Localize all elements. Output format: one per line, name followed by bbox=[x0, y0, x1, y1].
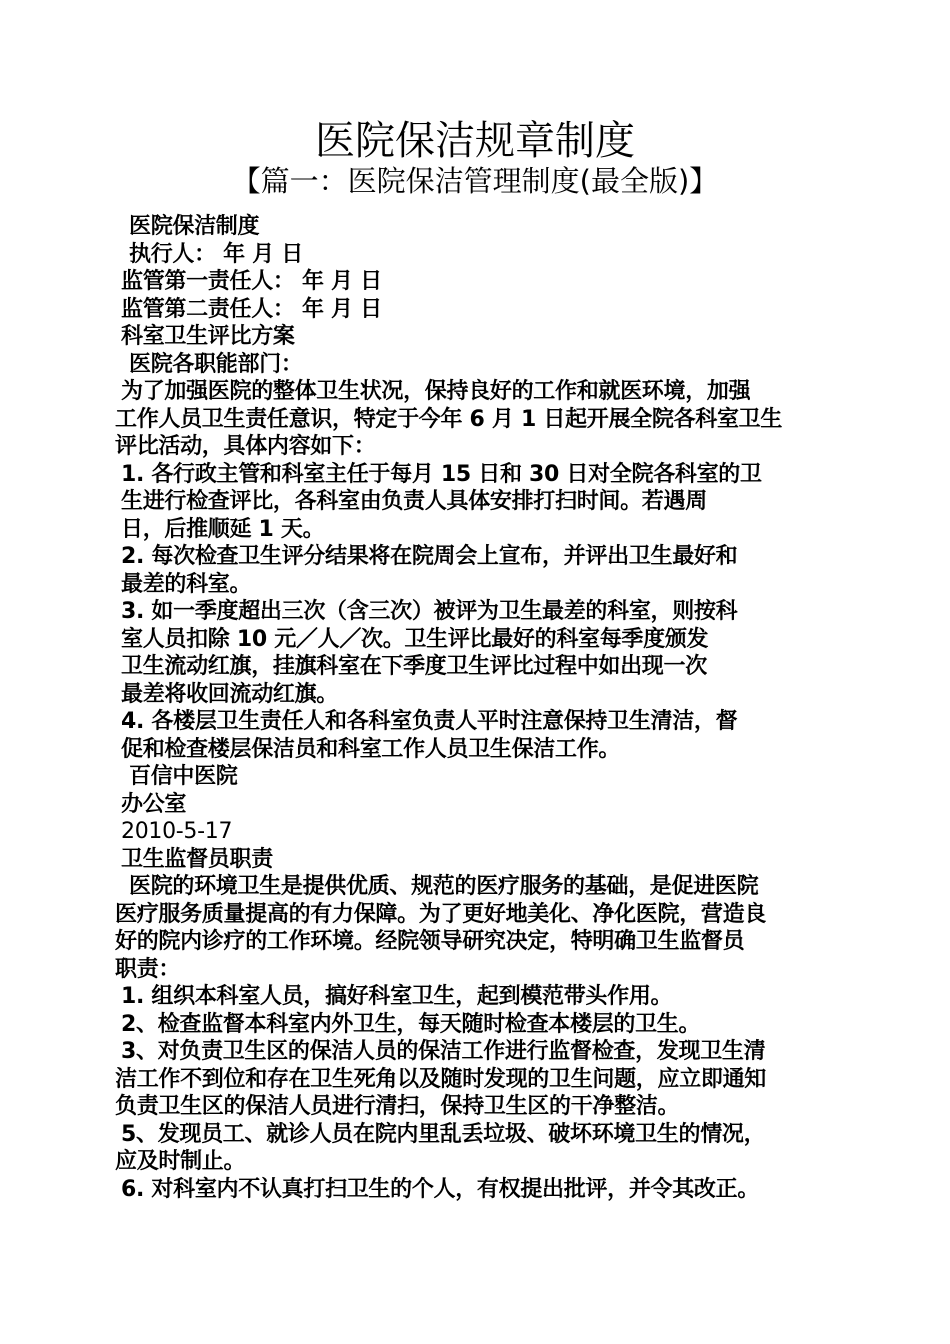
text-line: 生进行检查评比，各科室由负责人具体安排打扫时间。若遇周 bbox=[121, 489, 707, 514]
text-line: 卫生监督员职责 bbox=[121, 846, 273, 872]
text-line: 4. 各楼层卫生责任人和各科室负责人平时注意保持卫生清洁，督 bbox=[121, 709, 738, 734]
text-line: 执行人： 年 月 日 bbox=[129, 241, 303, 267]
date-line: 2010-5-17 bbox=[121, 819, 233, 844]
document-body bbox=[115, 213, 845, 1203]
text-line: 5、发现员工、就诊人员在院内里乱丢垃圾、破坏环境卫生的情况， bbox=[121, 1121, 766, 1147]
text-line: 百信中医院 bbox=[129, 764, 238, 789]
text-line: 为了加强医院的整体卫生状况，保持良好的工作和就医环境，加强 bbox=[121, 379, 751, 404]
text-line: 应及时制止。 bbox=[115, 1149, 246, 1174]
text-line: 室人员扣除 10 元／人／次。卫生评比最好的科室每季度颁发 bbox=[121, 626, 709, 652]
text-line: 职责： bbox=[115, 956, 181, 982]
text-line: 2、检查监督本科室内外卫生，每天随时检查本楼层的卫生。 bbox=[121, 1011, 701, 1037]
text-line: 2. 每次检查卫生评分结果将在院周会上宣布，并评出卫生最好和 bbox=[121, 544, 738, 569]
text-line: 工作人员卫生责任意识，特定于今年 6 月 1 日起开展全院各科室卫生 bbox=[115, 406, 783, 432]
text-line: 医院保洁制度 bbox=[129, 214, 260, 239]
text-line: 洁工作不到位和存在卫生死角以及随时发现的卫生问题，应立即通知 bbox=[115, 1066, 767, 1092]
text-line: 医院的环境卫生是提供优质、规范的医疗服务的基础，是促进医院 bbox=[129, 874, 759, 899]
text-line: 卫生流动红旗，挂旗科室在下季度卫生评比过程中如出现一次 bbox=[121, 654, 707, 679]
text-line: 好的院内诊疗的工作环境。经院领导研究决定，特明确卫生监督员 bbox=[115, 929, 745, 954]
text-line: 6. 对科室内不认真打扫卫生的个人，有权提出批评，并令其改正。 bbox=[121, 1176, 760, 1202]
text-line: 1. 组织本科室人员，搞好科室卫生，起到模范带头作用。 bbox=[121, 984, 673, 1009]
text-line: 3. 如一季度超出三次（含三次）被评为卫生最差的科室，则按科 bbox=[121, 599, 738, 624]
document-subtitle: 【篇一：医院保洁管理制度(最全版)】 bbox=[231, 164, 719, 198]
text-line: 日，后推顺延 1 天。 bbox=[121, 516, 325, 542]
text-line: 促和检查楼层保洁员和科室工作人员卫生保洁工作。 bbox=[121, 736, 621, 762]
text-line: 3、对负责卫生区的保洁人员的保洁工作进行监督检查，发现卫生清 bbox=[121, 1039, 766, 1064]
text-line: 办公室 bbox=[121, 791, 187, 817]
document-title: 医院保洁规章制度 bbox=[315, 118, 635, 164]
text-line: 最差将收回流动红旗。 bbox=[121, 681, 339, 707]
text-line: 1. 各行政主管和科室主任于每月 15 日和 30 日对全院各科室的卫 bbox=[121, 461, 762, 487]
text-line: 医院各职能部门： bbox=[129, 351, 303, 377]
text-line: 科室卫生评比方案 bbox=[121, 324, 295, 349]
text-line: 最差的科室。 bbox=[121, 571, 252, 597]
text-line: 负责卫生区的保洁人员进行清扫，保持卫生区的干净整洁。 bbox=[115, 1094, 680, 1119]
text-line: 医疗服务质量提高的有力保障。为了更好地美化、净化医院，营造良 bbox=[115, 901, 767, 927]
text-line: 评比活动，具体内容如下： bbox=[115, 434, 376, 459]
text-line: 监管第二责任人： 年 月 日 bbox=[121, 296, 382, 322]
text-line: 监管第一责任人： 年 月 日 bbox=[121, 269, 382, 294]
